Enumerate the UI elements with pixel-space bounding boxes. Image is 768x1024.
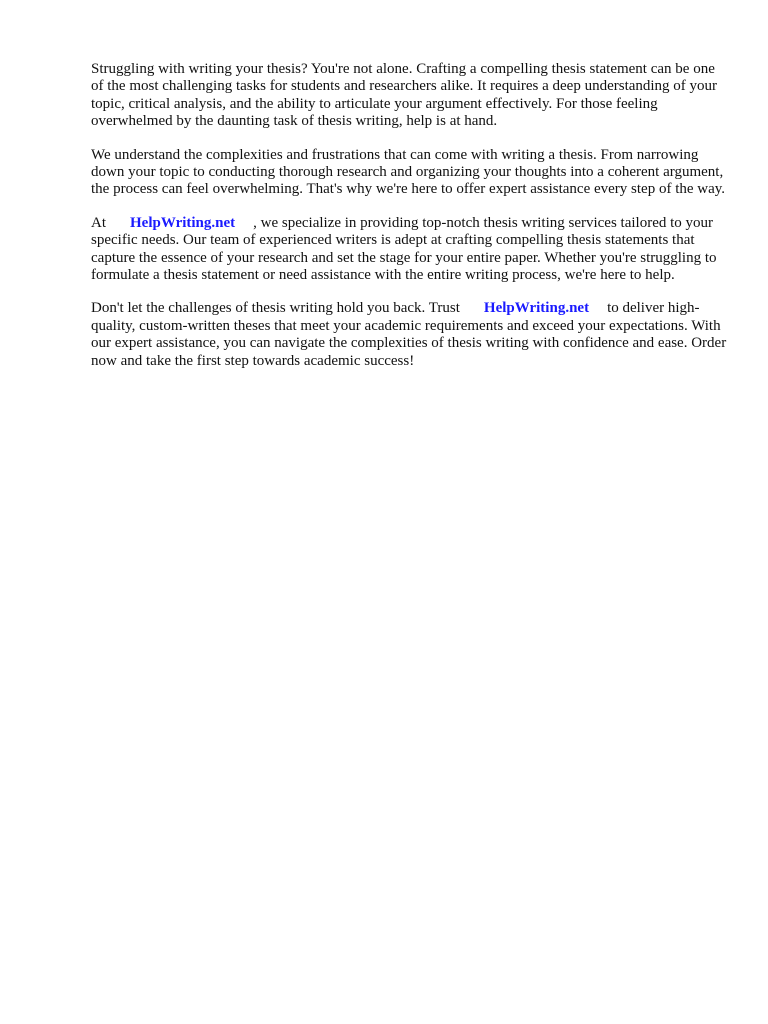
cta-lead-text: Don't let the challenges of thesis writing hold you back. Trust: [91, 300, 460, 317]
paragraph-intro: Struggling with writing your thesis? You're not alone. Crafting a compelling thesis statement can be one of the most challenging tasks for students and researchers alike. It requires a deep understanding of your topic, critical analysis, and the ability to articulate your argument effectively. For those feeling overwhelmed by the daunting task of thesis writing, help is at hand.: [91, 61, 718, 130]
paragraph-complexities: We understand the complexities and frustrations that can come with writing a thesis. From narrowing down your topic to conducting thorough research and organizing your thoughts into a coherent argument, the process can feel overwhelming. That's why we're here to offer expert assistance every step of the way.: [91, 146, 726, 198]
document-page: [91, 61, 731, 386]
paragraph-services: [91, 215, 731, 285]
services-body-text: , we specialize in providing top-notch thesis writing services tailored to your specific needs. Our team of experienced writers is adept at crafting compelling thesis statements that capture the essence of your research and set the stage for your entire paper. Whether you're struggling to formulate a thesis statement or need assistance with the entire writing process, we're here to help.: [91, 214, 717, 284]
paragraph-call-to-action: [91, 300, 731, 370]
helpwriting-link-services[interactable]: HelpWriting.net: [130, 214, 236, 231]
cta-body-text: to deliver high-quality, custom-written theses that meet your academic requirements and exceed your expectations. With our expert assistance, you can navigate the complexities of thesis writing with confidence and ease. Order now and take the first step towards academic success!: [91, 300, 727, 369]
services-lead-text: At: [91, 214, 106, 231]
helpwriting-link-cta[interactable]: HelpWriting.net: [483, 300, 590, 317]
